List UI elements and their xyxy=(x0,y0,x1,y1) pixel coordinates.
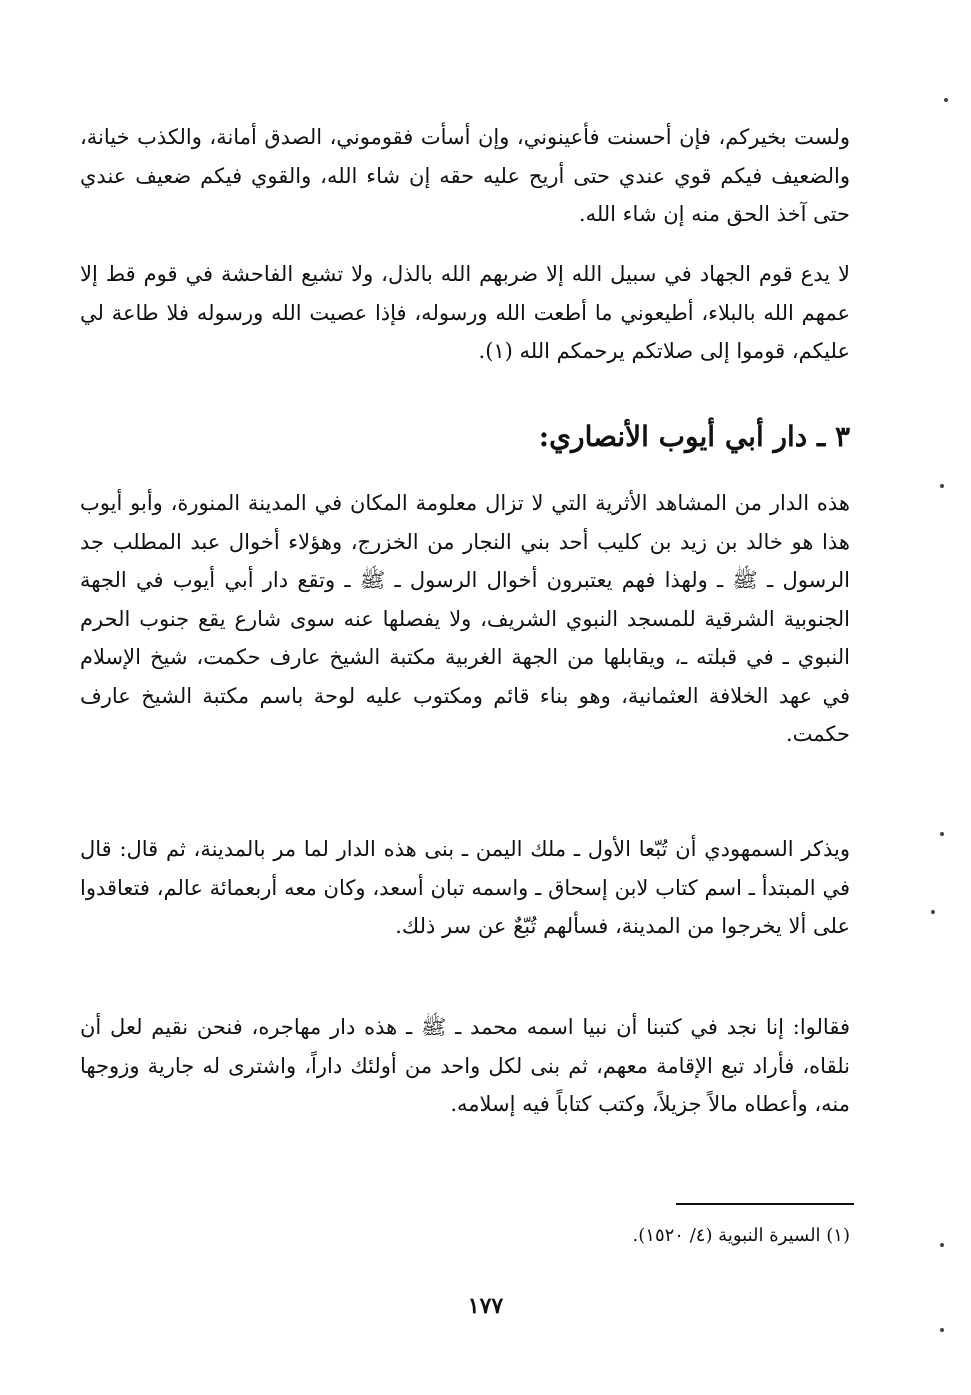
paragraph-2: لا يدع قوم الجهاد في سبيل الله إلا ضربهم الله بالذل، ولا تشيع الفاحشة في قوم قط إلا عمهم الله بالبلاء، أطيعوني ما أطعت الله ورسوله، فإذا عصيت الله ورسوله فلا طاعة لي عليكم، قوموا إلى صلاتكم يرحمكم الله (١). xyxy=(80,262,850,363)
margin-speck xyxy=(940,832,944,836)
page-number: ١٧٧ xyxy=(467,1293,504,1319)
margin-speck xyxy=(944,98,948,102)
margin-speck xyxy=(940,1328,944,1332)
footnote: (١) السيرة النبوية (٤/ ١٥٢٠). xyxy=(632,1225,850,1246)
paragraph-1: ولست بخيركم، فإن أحسنت فأعينوني، وإن أسأت فقوموني، الصدق أمانة، والكذب خيانة، والضعيف فيكم قوي عندي حتى أريح عليه حقه إن شاء الله، والقوي فيكم ضعيف عندي حتى آخذ الحق منه إن شاء الله. xyxy=(80,125,850,226)
margin-speck xyxy=(940,1243,944,1247)
footnote-separator xyxy=(676,1203,854,1205)
paragraph-3: هذه الدار من المشاهد الأثرية التي لا تزال معلومة المكان في المدينة المنورة، وأبو أيوب هذا هو خالد بن زيد بن كليب أحد بني النجار من الخزرج، وهؤلاء أخوال عبد المطلب جد الرسول ـ ﷺ ـ ولهذا فهم يعتبرون أخوال الرسول ـ ﷺ ـ وتقع دار أبي أيوب في الجهة الجنوبية الشرقية للمسجد النبوي الشريف، ولا يفصلها عنه سوى شارع يقع جنوب الحرم النبوي ـ في قبلته ـ، ويقابلها من الجهة الغربية مكتبة الشيخ عارف حكمت، شيخ الإسلام في عهد الخلافة العثمانية، وهو بناء قائم ومكتوب عليه لوحة باسم مكتبة الشيخ عارف حكمت. xyxy=(80,491,851,746)
margin-speck xyxy=(931,910,935,914)
paragraph-5: فقالوا: إنا نجد في كتبنا أن نبيا اسمه محمد ـ ﷺ ـ هذه دار مهاجره، فنحن نقيم لعل أن نلقاه، فأراد تبع الإقامة معهم، ثم بنى لكل واحد من أولئك داراً، واشترى له جارية وزوجها منه، وأعطاه مالاً جزيلاً، وكتب كتاباً فيه إسلامه. xyxy=(80,1015,850,1116)
section-heading: ٣ ـ دار أبي أيوب الأنصاري: xyxy=(538,420,850,453)
margin-speck xyxy=(940,484,944,488)
paragraph-4: ويذكر السمهودي أن تُبّعا الأول ـ ملك اليمن ـ بنى هذه الدار لما مر بالمدينة، ثم قال: قال في المبتدأ ـ اسم كتاب لابن إسحاق ـ واسمه تبان أسعد، وكان معه أربعمائة عالم، فتعاقدوا على ألا يخرجوا من المدينة، فسألهم تُبّعٌ عن سر ذلك. xyxy=(80,837,850,938)
